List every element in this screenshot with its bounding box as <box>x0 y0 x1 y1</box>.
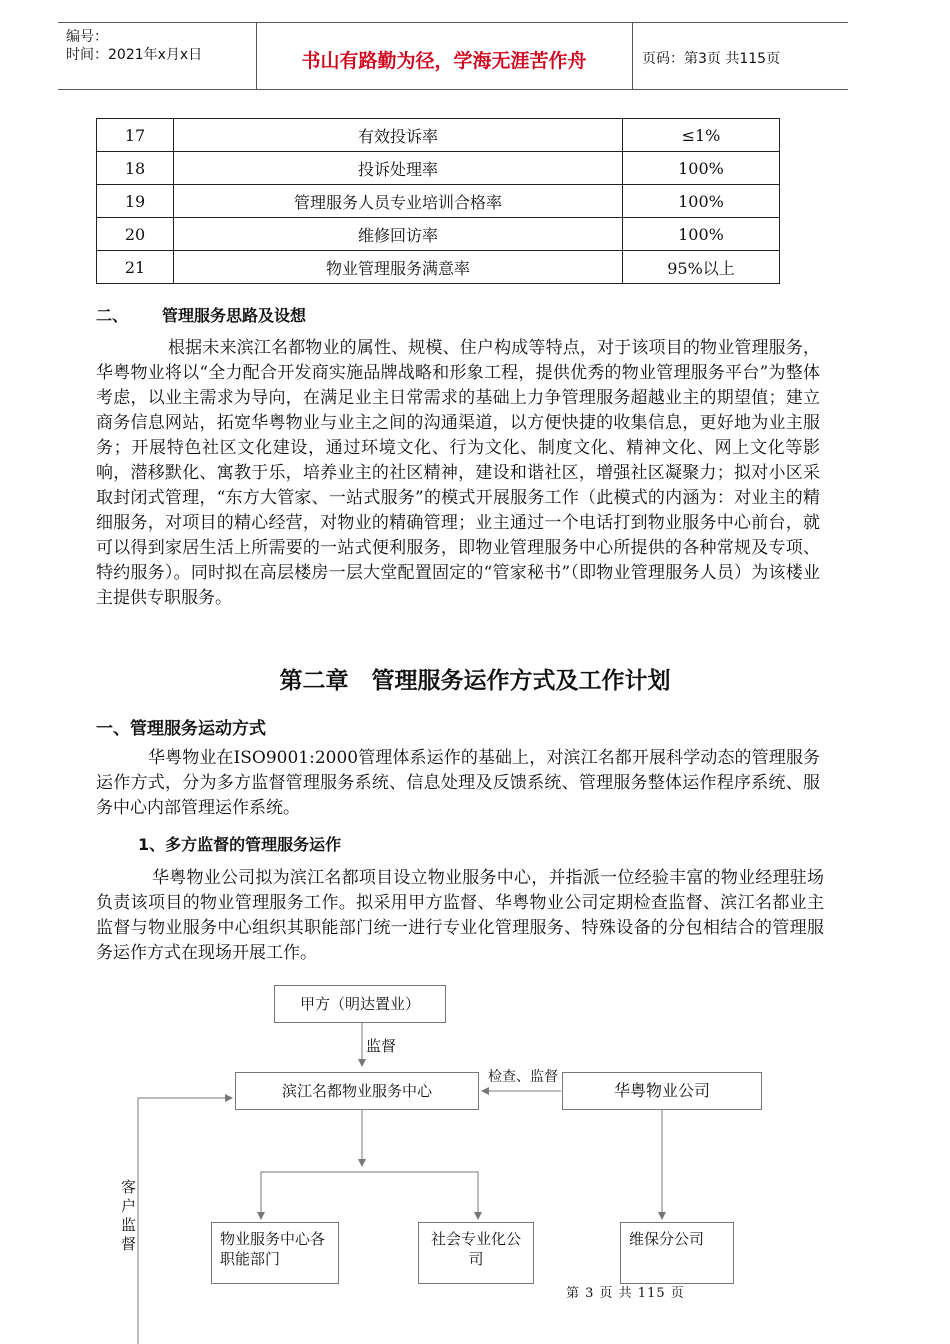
row-item: 有效投诉率 <box>174 119 623 152</box>
row-value: 100% <box>623 218 780 251</box>
client-supervise-line <box>138 1098 232 1344</box>
header-motto: 书山有路勤为径，学海无涯苦作舟 <box>301 50 587 72</box>
row-value: 95%以上 <box>623 251 780 284</box>
footer-page-number: 第 3 页 共 115 页 <box>566 1286 685 1301</box>
header-page-label: 页码：第3页 共115页 <box>642 51 781 67</box>
row-value: 100% <box>623 185 780 218</box>
row-item: 管理服务人员专业培训合格率 <box>174 185 623 218</box>
party-a-box: 甲方（明达置业） <box>274 985 446 1023</box>
row-number: 18 <box>97 152 174 185</box>
row-number: 21 <box>97 251 174 284</box>
row-value: ≤1% <box>623 119 780 152</box>
subsection-paragraph: 华粤物业在ISO9001:2000管理体系运作的基础上，对滨江名都开展科学动态的管理服务运作方式，分为多方监督管理服务系统、信息处理及反馈系统、管理服务整体运作程序系统、服务中心内部管理运作系统。 <box>96 748 820 818</box>
header-time-label: 时间：2021年x月x日 <box>66 47 203 63</box>
row-item: 投诉处理率 <box>174 152 623 185</box>
row-number: 17 <box>97 119 174 152</box>
section-title: 管理服务思路及设想 <box>162 306 307 325</box>
branch-line <box>261 1172 478 1218</box>
chapter-title: 第二章 管理服务运作方式及工作计划 <box>279 668 671 694</box>
dept-box: 物业服务中心各职能部门 <box>211 1222 339 1284</box>
social-company-box: 社会专业化公司 <box>418 1222 534 1284</box>
row-item: 维修回访率 <box>174 218 623 251</box>
section-paragraph: 根据未来滨江名都物业的属性、规模、住户构成等特点，对于该项目的物业管理服务，华粤物业将以“全力配合开发商实施品牌战略和形象工程，提供优秀的物业管理服务平台”为整体考虑，以业主需求为导向，在满足业主日常需求的基础上力争管理服务超越业主的期望值；建立商务信息网站，拓宽华粤物业与业主之间的沟通渠道，以方便快捷的收集信息，更好地为业主服务；开展特色社区文化建设，通过环境文化、行为文化、制度文化、精神文化、网上文化等影响，潜移默化、寓教于乐，培养业主的社区精神，建设和谐社区，增强社区凝聚力；拟对小区采取封闭式管理，“东方大管家、一站式服务”的模式开展服务工作（此模式的内涵为：对业主的精细服务，对项目的精心经营，对物业的精确管理；业主通过一个电话打到物业服务中心前台，就可以得到家居生活上所需要的一站式便利服务，即物业管理服务中心所提供的各种常规及专项、特约服务）。同时拟在高层楼房一层大堂配置固定的“管家秘书”（即物业管理服务人员）为该楼业主提供专职服务。 <box>96 338 820 608</box>
header-number-label: 编号： <box>66 29 108 45</box>
subsection-title: 一、管理服务运动方式 <box>96 719 266 739</box>
service-center-box: 滨江名都物业服务中心 <box>235 1072 479 1110</box>
row-item: 物业管理服务满意率 <box>174 251 623 284</box>
maintenance-box: 维保分公司 <box>620 1222 734 1284</box>
subsubsection-title: 1、多方监督的管理服务运作 <box>138 835 342 854</box>
supervise-label: 监督 <box>366 1037 397 1055</box>
company-box: 华粤物业公司 <box>562 1072 762 1110</box>
row-value: 100% <box>623 152 780 185</box>
row-number: 20 <box>97 218 174 251</box>
section-number: 二、 <box>96 306 129 325</box>
subsubsection-paragraph: 华粤物业公司拟为滨江名都项目设立物业服务中心，并指派一位经验丰富的物业经理驻场负责该项目的物业管理服务工作。拟采用甲方监督、华粤物业公司定期检查监督、滨江名都业主监督与物业服务中心组织其职能部门统一进行专业化管理服务、特殊设备的分包相结合的管理服务运作方式在现场开展工作。 <box>96 868 824 963</box>
inspect-label: 检查、监督 <box>488 1069 558 1085</box>
row-number: 19 <box>97 185 174 218</box>
client-supervise-label: 客户监督 <box>121 1178 137 1253</box>
